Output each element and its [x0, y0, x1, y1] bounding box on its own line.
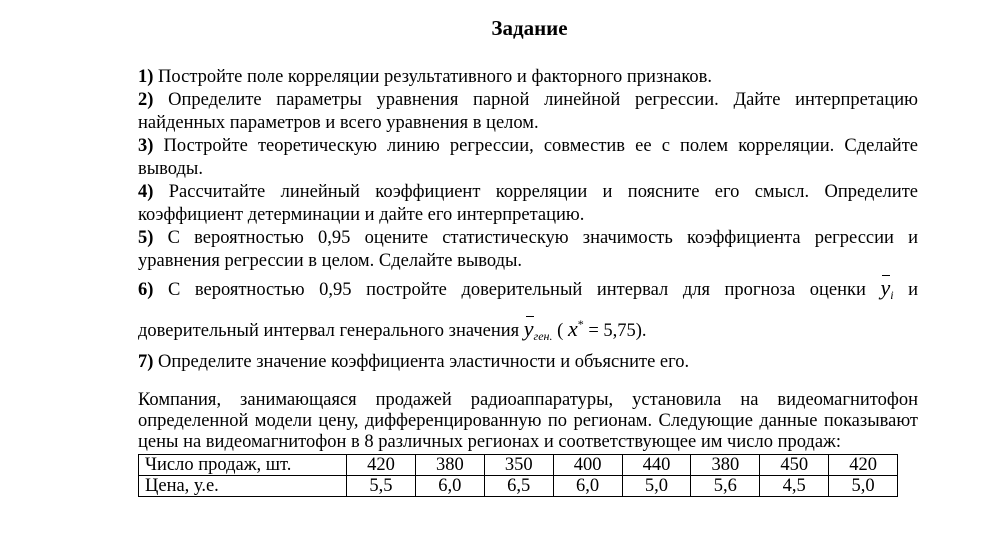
y-hat-formula: y — [880, 275, 891, 300]
table-cell: 6,0 — [553, 476, 622, 497]
table-cell: 4,5 — [760, 476, 829, 497]
task-number: 3) — [138, 136, 154, 156]
task-text: Определите значение коэффициента эластичности и объясните его. — [153, 352, 690, 372]
task-3 — [138, 135, 918, 181]
table-row — [139, 455, 898, 476]
task-1 — [138, 66, 918, 89]
task-text: Постройте поле корреляции результативного и факторного признаков. — [153, 67, 713, 87]
task-text: Рассчитайте линейный коэффициент корреляции и поясните его смысл. Определите коэффициент детерминации и дайте его интерпретацию. — [138, 182, 918, 225]
task-number: 5) — [138, 228, 154, 248]
task-text: = 5,75). — [583, 321, 647, 341]
task-text: Определите параметры уравнения парной линейной регрессии. Дайте интерпретацию найденных параметров и всего уравнения в целом. — [138, 90, 918, 133]
task-text: и — [893, 280, 918, 300]
task-4 — [138, 181, 918, 227]
table-cell: 5,0 — [829, 476, 898, 497]
task-number: 2) — [138, 90, 154, 110]
table-cell: 5,6 — [691, 476, 760, 497]
table-row — [139, 476, 898, 497]
table-cell: 450 — [760, 455, 829, 476]
table-cell: 420 — [829, 455, 898, 476]
task-number: 4) — [138, 182, 154, 202]
task-7 — [138, 351, 918, 374]
document-title: Задание — [491, 16, 568, 40]
subscript: ген. — [533, 329, 553, 343]
table-cell: 420 — [347, 455, 416, 476]
table-cell: 440 — [622, 455, 691, 476]
table-cell: 5,0 — [622, 476, 691, 497]
task-text: С вероятностью 0,95 оцените статистическую значимость коэффициента регрессии и уравнения регрессии в целом. Сделайте выводы. — [138, 228, 918, 271]
y-hat-gen-formula: y — [523, 316, 534, 341]
task-2 — [138, 89, 918, 135]
table-cell: 400 — [553, 455, 622, 476]
x-formula: x — [567, 316, 578, 341]
table-cell: 5,5 — [347, 476, 416, 497]
table-cell: 380 — [691, 455, 760, 476]
problem-intro: Компания, занимающаяся продажей радиоаппаратуры, установила на видеомагнитофон определенной модели цену, дифференцированную по регионам. Следующие данные показывают цены на видеомагнитофон в 8 различных регионах и соответствующее им число продаж: — [138, 390, 918, 452]
table-cell: 350 — [484, 455, 553, 476]
table-cell: 380 — [415, 455, 484, 476]
task-number: 7) — [138, 352, 154, 372]
subscript: i — [890, 288, 894, 302]
task-5 — [138, 227, 918, 273]
document-content — [138, 66, 918, 497]
task-6-continuation — [138, 313, 918, 348]
task-text: ( — [552, 321, 568, 341]
data-table — [138, 454, 898, 497]
task-number: 6) — [138, 280, 154, 300]
table-cell: 6,0 — [415, 476, 484, 497]
table-cell: 6,5 — [484, 476, 553, 497]
task-text: доверительный интервал генерального значения — [138, 321, 524, 341]
task-text: С вероятностью 0,95 постройте доверительный интервал для прогноза оценки — [153, 280, 881, 300]
task-6 — [138, 276, 918, 307]
task-text: Постройте теоретическую линию регрессии, совместив ее с полем корреляции. Сделайте выводы. — [138, 136, 918, 179]
task-number: 1) — [138, 67, 154, 87]
superscript: * — [577, 317, 584, 331]
row-label: Цена, у.е. — [139, 476, 347, 497]
row-label: Число продаж, шт. — [139, 455, 347, 476]
